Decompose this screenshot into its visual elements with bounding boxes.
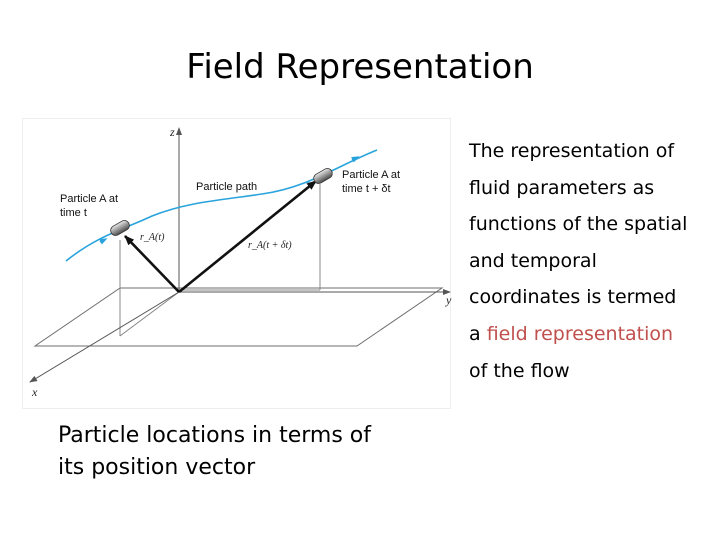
description-line: fluid parameters as	[469, 176, 655, 199]
figure-svg	[22, 118, 452, 410]
particle-a-capsule	[109, 219, 131, 238]
particle-b-label-line2: time t + δt	[342, 183, 391, 195]
z-axis-label: z	[170, 125, 175, 139]
x-axis	[30, 292, 179, 382]
particle-path-curve	[66, 150, 377, 261]
figure-frame	[23, 119, 451, 409]
vector-b-label: r_A(t + δt)	[248, 240, 292, 251]
field-representation-highlight: field representation	[486, 322, 674, 345]
slide-title: Field Representation	[186, 47, 534, 87]
description-prefix: a	[469, 322, 487, 345]
description-line	[469, 316, 709, 353]
particle-b-label-line1: Particle A at	[342, 169, 401, 181]
description-line: of the flow	[469, 359, 570, 382]
description-line: functions of the spatial	[469, 213, 688, 236]
description-line: and temporal	[469, 249, 597, 272]
path-arrow-1	[100, 240, 104, 242]
projection-line-a	[120, 292, 179, 336]
position-vector-t-dt	[179, 181, 316, 292]
description-line: The representation of	[469, 140, 675, 162]
particle-a-label-line2: time t	[60, 207, 87, 219]
particle-path-figure	[22, 118, 452, 410]
particle-path-label: Particle path	[196, 181, 258, 193]
x-axis-label: x	[32, 385, 38, 399]
vector-a-label: r_A(t)	[140, 232, 165, 243]
description-line: coordinates is termed	[469, 286, 677, 309]
y-axis-label: y	[446, 293, 452, 307]
description-paragraph	[469, 133, 709, 389]
ground-plane	[35, 288, 442, 346]
particle-a-label-line1: Particle A at	[60, 193, 119, 205]
particle-b-capsule	[312, 167, 334, 186]
figure-caption: Particle locations in terms of its position vector	[58, 423, 371, 480]
position-vector-t	[125, 236, 179, 292]
